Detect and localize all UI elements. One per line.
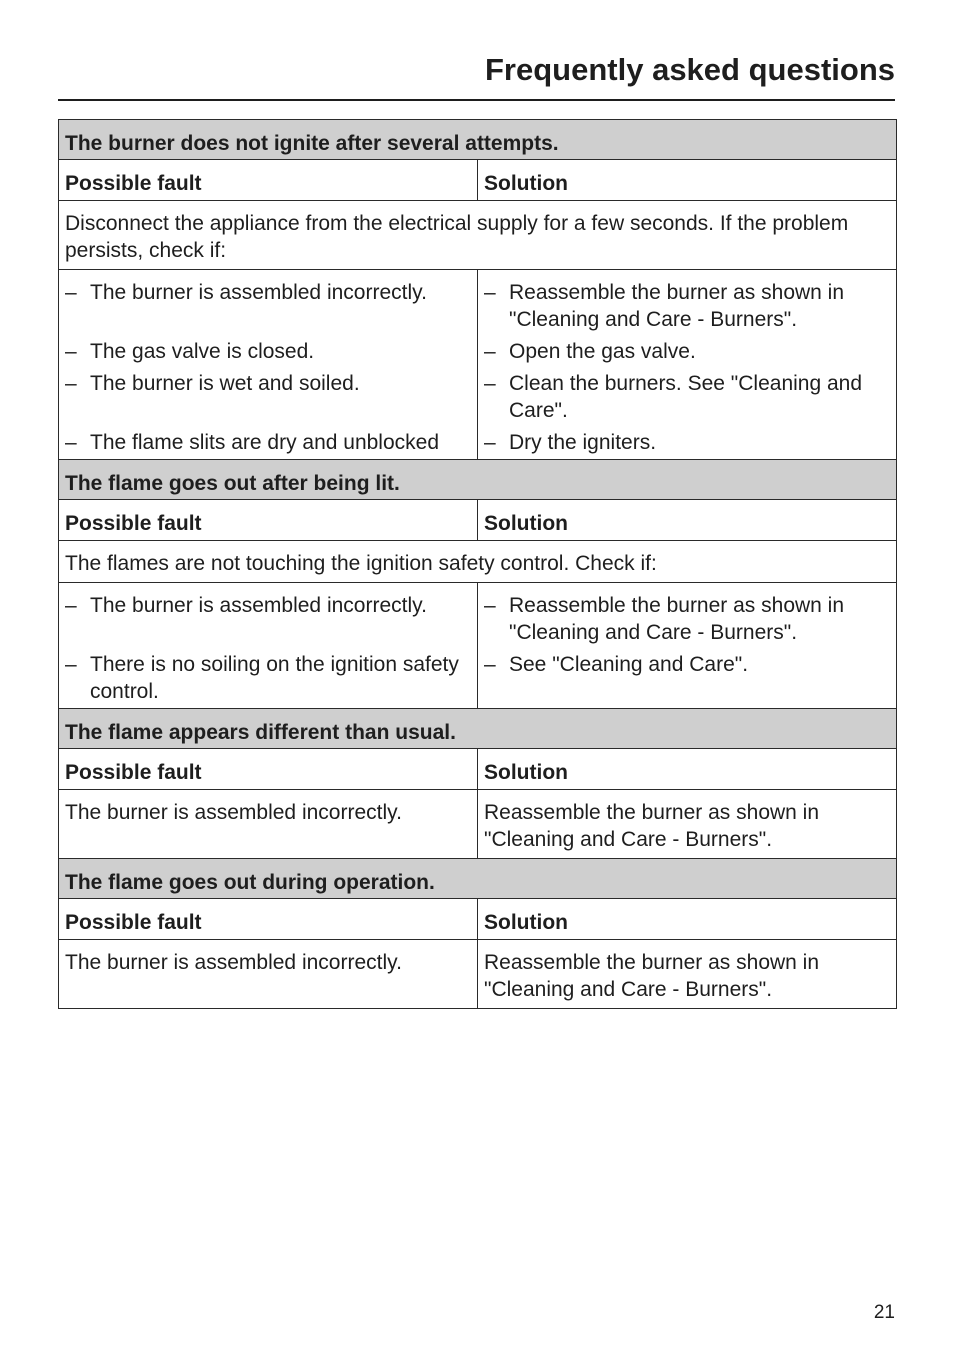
fault-text: The burner is assembled incorrectly. bbox=[59, 940, 478, 1009]
solution-text: Reassemble the burner as shown in "Cleaning and Care - Burners". bbox=[478, 940, 897, 1009]
section-note: The flames are not touching the ignition safety control. Check if: bbox=[59, 541, 897, 583]
solution-item: – Dry the igniters. bbox=[484, 429, 890, 456]
fault-item: – The burner is wet and soiled. bbox=[65, 370, 471, 429]
solution-item: – Reassemble the burner as shown in "Cleaning and Care - Burners". bbox=[484, 592, 890, 651]
section-heading-flame-out-after-lit bbox=[59, 460, 897, 500]
section-heading-text: The flame goes out after being lit. bbox=[59, 460, 897, 500]
section-heading-text: The flame goes out during operation. bbox=[59, 859, 897, 899]
column-header-fault: Possible fault bbox=[59, 500, 478, 541]
page-number: 21 bbox=[873, 1302, 895, 1323]
solution-item: – Clean the burners. See "Cleaning and Care". bbox=[484, 370, 890, 429]
column-header-fault: Possible fault bbox=[59, 749, 478, 790]
column-header-row bbox=[59, 899, 897, 940]
fault-text: The burner is assembled incorrectly. bbox=[59, 790, 478, 859]
solution-item: – Reassemble the burner as shown in "Cleaning and Care - Burners". bbox=[484, 279, 890, 338]
fault-solution-row bbox=[59, 270, 897, 460]
column-header-row bbox=[59, 160, 897, 201]
fault-item: – The gas valve is closed. bbox=[65, 338, 471, 370]
column-header-row bbox=[59, 500, 897, 541]
fault-solution-row bbox=[59, 940, 897, 1009]
column-header-fault: Possible fault bbox=[59, 899, 478, 940]
solution-item: – See "Cleaning and Care". bbox=[484, 651, 890, 678]
solution-item: – Open the gas valve. bbox=[484, 338, 890, 370]
fault-item: – The flame slits are dry and unblocked bbox=[65, 429, 471, 456]
column-header-row bbox=[59, 749, 897, 790]
fault-solution-row bbox=[59, 790, 897, 859]
section-heading-flame-out-operation bbox=[59, 859, 897, 899]
faq-table bbox=[58, 119, 897, 1009]
column-header-solution: Solution bbox=[478, 749, 897, 790]
column-header-solution: Solution bbox=[478, 899, 897, 940]
section-heading-text: The burner does not ignite after several attempts. bbox=[59, 120, 897, 160]
section-heading-flame-different bbox=[59, 709, 897, 749]
fault-item: – The burner is assembled incorrectly. bbox=[65, 592, 471, 651]
fault-solution-row bbox=[59, 583, 897, 709]
section-note-row bbox=[59, 201, 897, 270]
section-note: Disconnect the appliance from the electrical supply for a few seconds. If the problem persists, check if: bbox=[59, 201, 897, 270]
section-note-row bbox=[59, 541, 897, 583]
fault-item: – The burner is assembled incorrectly. bbox=[65, 279, 471, 338]
solution-text: Reassemble the burner as shown in "Cleaning and Care - Burners". bbox=[478, 790, 897, 859]
column-header-fault: Possible fault bbox=[59, 160, 478, 201]
column-header-solution: Solution bbox=[478, 500, 897, 541]
section-heading-text: The flame appears different than usual. bbox=[59, 709, 897, 749]
section-heading-no-ignition bbox=[59, 120, 897, 160]
fault-item: – There is no soiling on the ignition safety control. bbox=[65, 651, 471, 705]
solution-list bbox=[478, 270, 897, 460]
page-title: Frequently asked questions bbox=[485, 52, 895, 87]
solution-list bbox=[478, 583, 897, 709]
title-divider bbox=[58, 99, 895, 101]
fault-list bbox=[59, 270, 478, 460]
fault-list bbox=[59, 583, 478, 709]
column-header-solution: Solution bbox=[478, 160, 897, 201]
